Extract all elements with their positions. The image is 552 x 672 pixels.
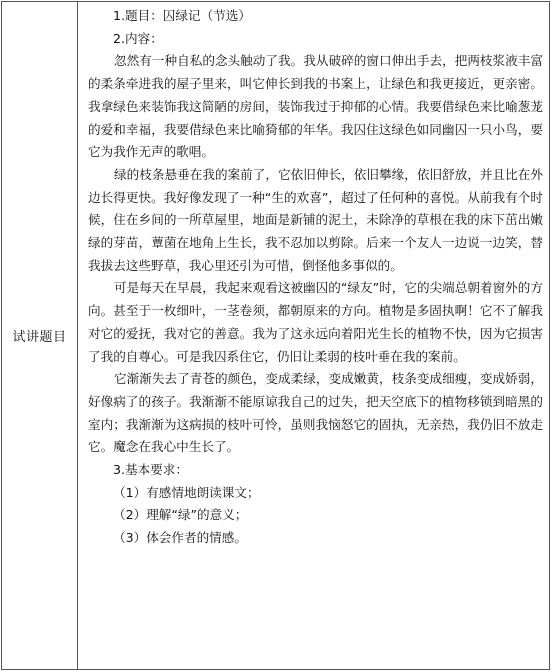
requirements-heading: 3.基本要求： (113, 462, 188, 478)
row-label: 试讲题目 (12, 330, 67, 345)
paragraph-2: 绿的枝条悬垂在我的案前了，它依旧伸长，依旧攀缘，依旧舒放，并且比在外边长得更快。我好像发现了一种“生的欢喜”，超过了任何种的喜悦。从前我有个时候，住在乡间的一所草屋里，地面是新铺的泥土，未除净的草根在我的床下茁出嫩绿的芽苗，蕈菌在地角上生长，我不忍加以剪除。后来一个友人一边说一边笑，替我拔去这些野草，我心里还引为可惜，倒怪他多事似的。 (88, 166, 543, 273)
requirement-item-3: （3）体会作者的情感。 (113, 530, 247, 546)
lecture-topic-table (1, 1, 550, 670)
paragraph-3: 可是每天在早晨，我起来观看这被幽囚的“绿友”时，它的尖端总朝着窗外的方向。甚至于一枚细叶，一茎卷须，都朝原来的方向。植物是多固执啊！它不了解我对它的爱抚，我对它的善意。我为了这永远向着阳光生长的植物不快，因为它损害了我的自尊心。可是我囚系住它，仍旧让柔弱的枝叶垂在我的案前。 (88, 280, 543, 364)
content-heading: 2.内容： (113, 30, 163, 46)
requirement-item-1: （1）有感情地朗读课文； (113, 484, 260, 500)
content-cell (78, 2, 549, 669)
title-line: 1.题目：囚绿记（节选） (113, 8, 251, 23)
paragraph-1: 忽然有一种自私的念头触动了我。我从破碎的窗口伸出手去，把两枝浆液丰富的柔条牵进我的屋子里来，叫它伸长到我的书案上，让绿色和我更接近，更亲密。我拿绿色来装饰我这简陋的房间，装饰我过于抑郁的心情。我要借绿色来比喻葱茏的爱和幸福，我要借绿色来比喻猗郁的年华。我囚住这绿色如同幽囚一只小鸟，要它为我作无声的歌唱。 (88, 53, 543, 160)
requirement-item-2: （2）理解“绿”的意义； (113, 507, 248, 523)
row-label-cell (2, 2, 78, 669)
paragraph-4: 它渐渐失去了青苍的颜色，变成柔绿，变成嫩黄，枝条变成细瘦，变成娇弱，好像病了的孩子。我渐渐不能原谅我自己的过失，把天空底下的植物移锁到暗黑的室内；我渐渐为这病损的枝叶可怜，虽则我恼怒它的固执，无亲热，我仍旧不放走它。魔念在我心中生长了。 (88, 371, 543, 455)
